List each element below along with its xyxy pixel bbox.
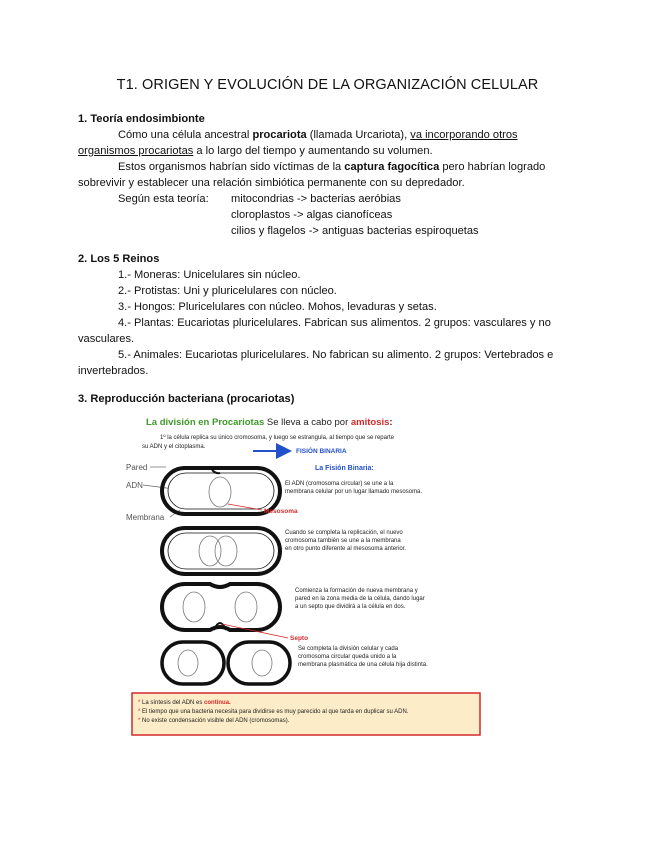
kingdom-item: 2.- Protistas: Uni y pluricelulares con núcleo.	[118, 285, 337, 297]
fission-arrow-label: FISIÓN BINARIA	[296, 448, 347, 455]
section-1-paragraph-2: Estos organismos habrían sido víctimas de la captura fagocítica pero habrían logrado sobrevivir y establecer una relación simbiótica permanente con su depredador.	[78, 161, 546, 189]
kingdom-item: 5.- Animales: Eucariotas pluricelulares. No fabrican su alimento. 2 grupos: Vertebrados e invertebrados.	[78, 349, 554, 377]
kingdom-item: 3.- Hongos: Pluricelulares con núcleo. Mohos, levaduras y setas.	[118, 301, 437, 313]
bacterium-stage-3	[162, 584, 280, 630]
step-1-text: El ADN (cromosoma circular) se une a la membrana celular por un lugar llamado mesosoma.	[285, 481, 423, 495]
label-septo: Septo	[290, 635, 309, 642]
figure-title: La división en Procariotas Se lleva a cabo por amitosis:	[146, 417, 393, 428]
label-pared: Pared	[126, 463, 148, 472]
theory-item: cilios y flagelos -> antiguas bacterias espiroquetas	[231, 225, 479, 237]
note-line: * La síntesis del ADN es continua.	[138, 700, 231, 706]
section-1-heading: 1. Teoría endosimbionte	[78, 113, 205, 125]
label-membrana: Membrana	[126, 513, 165, 522]
step-3-text: Comienza la formación de nueva membrana y pared en la zona media de la célula, dando lugar a un septo que dividirá a la célula en dos.	[295, 588, 425, 610]
section-1-paragraph-1: Cómo una célula ancestral procariota (llamada Urcariota), va incorporando otros organismos procariotas a lo largo del tiempo y aumentando su volumen.	[78, 129, 518, 157]
theory-item: mitocondrias -> bacterias aeróbias	[231, 193, 401, 205]
label-adn: ADN	[126, 481, 143, 490]
theory-label: Según esta teoría:	[118, 193, 209, 205]
label-mesosoma: Mesosoma	[264, 508, 298, 515]
section-3-heading: 3. Reproducción bacteriana (procariotas)	[78, 393, 295, 405]
step-2-text: Cuando se completa la replicación, el nuevo cromosoma también se une a la membrana en otro punto diferente al mesosoma anterior.	[285, 530, 407, 552]
bacterium-stage-2	[162, 528, 280, 574]
bacterium-stage-1	[162, 468, 280, 514]
figure-intro-line: 1º la célula replica su único cromosoma, y luego se estrangula, al tiempo que se reparte	[160, 435, 394, 441]
section-2-heading: 2. Los 5 Reinos	[78, 253, 160, 265]
step-4-text: Se completa la división celular y cada cromosoma circular queda unido a la membrana plasmática de una célula hija distinta.	[298, 646, 428, 668]
kingdom-item: 1.- Moneras: Unicelulares sin núcleo.	[118, 269, 301, 281]
note-line: * El tiempo que una bacteria necesita para dividirse es muy parecido al que tarda en duplicar su ADN.	[138, 709, 409, 715]
note-line: * No existe condensación visible del ADN (cromosomas).	[138, 718, 290, 724]
fission-subtitle: La Fisión Binaria:	[315, 465, 374, 472]
bacterium-stage-4	[162, 642, 290, 684]
figure-intro-line: su ADN y el citoplasma.	[142, 444, 206, 450]
theory-item: cloroplastos -> algas cianofíceas	[231, 209, 393, 221]
binary-fission-figure	[110, 410, 490, 745]
kingdom-item: 4.- Plantas: Eucariotas pluricelulares. Fabrican sus alimentos. 2 grupos: vasculares y no vasculares.	[78, 317, 551, 345]
page-title: T1. ORIGEN Y EVOLUCIÓN DE LA ORGANIZACIÓN CELULAR	[116, 77, 539, 93]
